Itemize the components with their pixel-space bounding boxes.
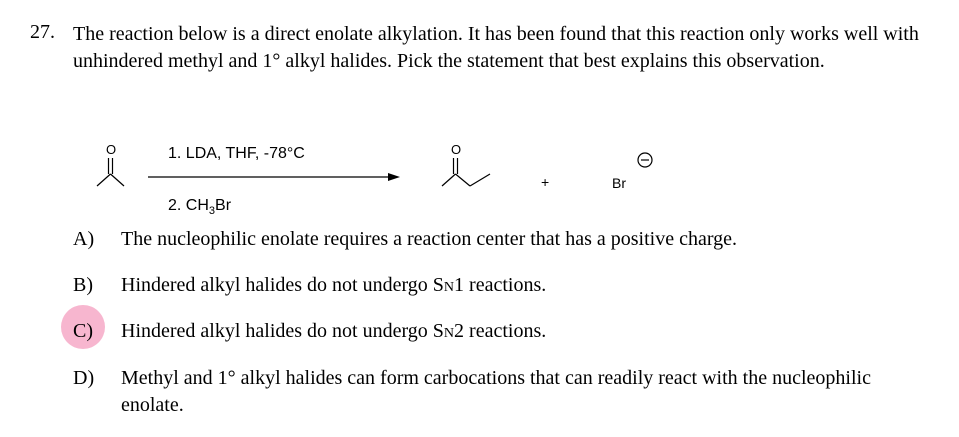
arrow-head xyxy=(388,173,400,181)
reaction-scheme xyxy=(0,130,959,225)
choice-b-letter: B) xyxy=(73,274,93,296)
reactant-oxygen-label: O xyxy=(106,142,117,157)
bromide-label: Br xyxy=(612,175,626,191)
question-number: 27. xyxy=(30,21,55,43)
plus-sign: + xyxy=(541,174,550,190)
choice-b-text: Hindered alkyl halides do not undergo SN1 reactions. xyxy=(121,274,547,296)
product-oxygen-label: O xyxy=(451,142,462,157)
choice-a-text: The nucleophilic enolate requires a reaction center that has a positive charge. xyxy=(121,228,738,250)
question-text: The reaction below is a direct enolate alkylation. It has been found that this reaction only works well with unhindered methyl and 1° alkyl halides. Pick the statement that best explains this observation. xyxy=(73,23,919,72)
reactant-acetone xyxy=(97,142,124,186)
choice-c-letter: C) xyxy=(73,320,93,342)
reagent-step-1: 1. LDA, THF, -78°C xyxy=(168,145,305,162)
choice-a-letter: A) xyxy=(73,228,95,250)
choice-d-letter: D) xyxy=(73,367,95,389)
reagent-step-2: 2. $CH_3Br$ xyxy=(168,197,232,217)
choice-d-text: Methyl and 1° alkyl halides can form carbocations that can readily react with the nucleophilic enolate. xyxy=(121,367,871,416)
choice-c-text: Hindered alkyl halides do not undergo SN2 reactions. xyxy=(121,320,547,342)
product-butanone xyxy=(442,142,490,186)
